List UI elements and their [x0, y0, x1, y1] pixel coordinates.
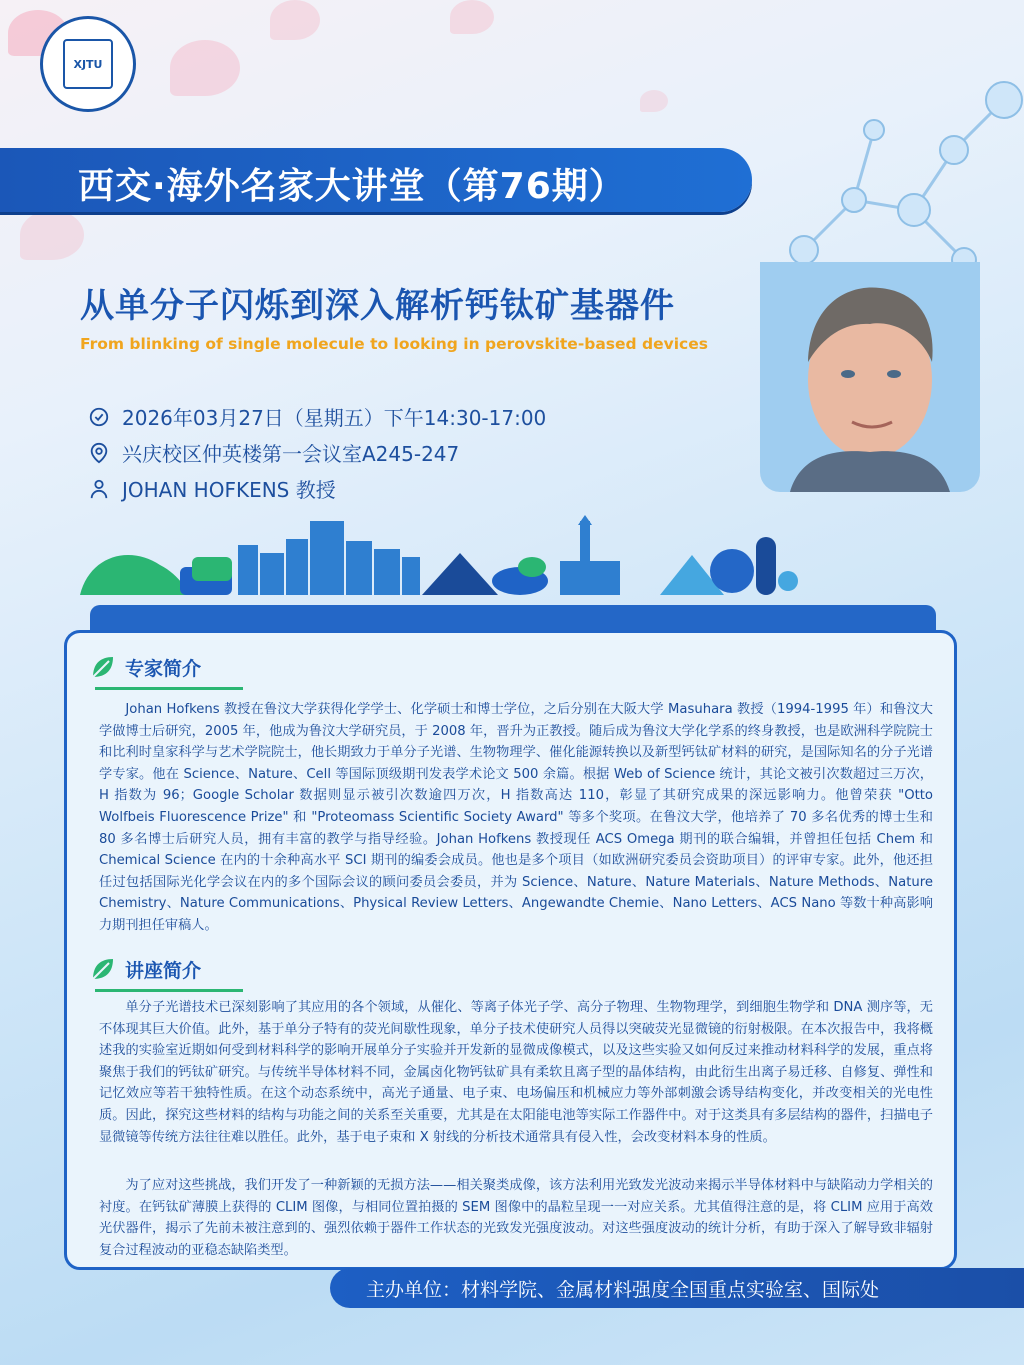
molecule-decoration	[764, 60, 1024, 290]
university-logo	[40, 16, 136, 112]
info-time	[88, 402, 546, 431]
lecture-speaker: JOHAN HOFKENS 教授	[122, 478, 336, 502]
expert-heading: 专家简介	[125, 657, 202, 680]
talk-abstract-paragraph-2: 为了应对这些挑战，我们开发了一种新颖的无损方法——相关聚类成像，该方法利用光致发光波动来揭示半导体材料中与缺陷动力学相关的衬度。在钙钛矿薄膜上获得的 CLIM 图像，与相同位置拍摄的 SEM 图像中的晶粒呈现一一对应关系。尤其值得注意的是，将 CLIM 应用于高效光伏器件，揭示了先前未被注意到的、强烈依赖于器件工作状态的光致发光强度波动。对这些强度波动的统计分析，有助于深入了解导致非辐射复合过程波动的亚稳态缺陷类型。	[99, 1178, 933, 1258]
talk-heading: 讲座简介	[125, 959, 202, 982]
person-icon	[88, 478, 110, 500]
lecture-location: 兴庆校区仲英楼第一会议室A245-247	[122, 442, 460, 466]
organizer-footer	[330, 1268, 1024, 1308]
series-banner	[0, 148, 752, 212]
expert-bio-paragraph: Johan Hofkens 教授在鲁汶大学获得化学学士、化学硕士和博士学位，之后分别在大阪大学 Masuhara 教授（1994-1995 年）和鲁汶大学做博士后研究，2005 年，他成为鲁汶大学研究员，于 2008 年，晋升为正教授。随后成为鲁汶大学化学系的终身教授，也是欧洲科学院院士和比利时皇家科学与艺术学院院士，他长期致力于单分子光谱、生物物理学、催化能源转换以及新型钙钛矿材料的研究，是国际知名的分子光谱学专家。他在 Science、Nature、Cell 等国际顶级期刊发表学术论文 500 余篇。根据 Web of Science 统计，其论文被引次数超过三万次，H 指数为 96；Google Scholar 数据则显示被引次数逾四万次，H 指数高达 110，彰显了其研究成果的深远影响力。他曾荣获 "Otto Wolfbeis Fluorescence Prize" 和 "Proteomass Scientific Society Award" 等多个奖项。在鲁汶大学，他培养了 70 多名优秀的博士生和 80 多名博士后研究人员，拥有丰富的教学与指导经验。Johan Hofkens 教授现任 ACS Omega 期刊的联合编辑，并曾担任包括 Chem 和 Chemical Science 在内的十余种高水平 SCI 期刊的编委会成员。他也是多个项目（如欧洲研究委员会资助项目）的评审专家。此外，他还担任过包括国际光化学会议在内的多个国际会议的顾问委员会委员，并为 Science、Nature、Nature Materials、Nature Methods、Nature Chemistry、Nature Communications、Physical Review Letters、Angewandte Chemie、Nano Letters、ACS Nano 等数十种高影响力期刊担任审稿人。	[99, 702, 933, 933]
section-underline	[95, 687, 243, 690]
series-title: 西交·海外名家大讲堂（第76期）	[78, 166, 626, 207]
info-speaker	[88, 474, 336, 503]
info-location	[88, 438, 459, 467]
lecture-title-en: From blinking of single molecule to looking in perovskite-based devices	[80, 335, 708, 353]
expert-section-header	[89, 653, 201, 681]
clock-icon	[88, 406, 110, 428]
talk-abstract-paragraph-1: 单分子光谱技术已深刻影响了其应用的各个领域，从催化、等离子体光子学、高分子物理、生物物理学，到细胞生物学和 DNA 测序等，无不体现其巨大价值。此外，基于单分子特有的荧光间歇性现象，单分子技术使研究人员得以突破荧光显微镜的衍射极限。在本次报告中，我将概述我的实验室近期如何受到材料科学的影响开展单分子实验并开发新的显微成像模式，以及这些实验又如何反过来推动材料科学的发展，重点将聚焦于我们的钙钛矿研究。与传统半导体材料不同，金属卤化物钙钛矿具有柔软且离子型的晶体结构，由此衍生出离子易迁移、自修复、弹性和记忆效应等若干独特性质。在这个动态系统中，高光子通量、电子束、电场偏压和机械应力等外部刺激会诱导结构变化，并改变相关的光电性质。因此，探究这些材料的结构与功能之间的关系至关重要，尤其是在太阳能电池等实际工作器件中。对于这类具有多层结构的器件，扫描电子显微镜等传统方法往往难以胜任。此外，基于电子束和 X 射线的分析技术通常具有侵入性，会改变材料本身的性质。	[99, 1000, 933, 1145]
lecture-title-cn: 从单分子闪烁到深入解析钙钛矿基器件	[80, 286, 675, 326]
organizer-text: 主办单位：材料学院、金属材料强度全国重点实验室、国际处	[366, 1279, 880, 1301]
blossom-decoration	[640, 90, 668, 112]
speaker-portrait	[760, 262, 980, 492]
blossom-decoration	[270, 0, 320, 40]
blossom-decoration	[20, 210, 84, 260]
leaf-icon	[89, 653, 117, 681]
section-underline	[95, 989, 243, 992]
location-pin-icon	[88, 442, 110, 464]
talk-section-header	[89, 955, 201, 983]
leaf-icon	[89, 955, 117, 983]
logo-emblem-icon: XJTU	[63, 39, 113, 89]
blossom-decoration	[170, 40, 240, 96]
campus-skyline-illustration	[80, 515, 800, 595]
blossom-decoration	[450, 0, 494, 34]
lecture-time: 2026年03月27日（星期五）下午14:30-17:00	[122, 406, 547, 430]
content-panel	[64, 630, 957, 1270]
